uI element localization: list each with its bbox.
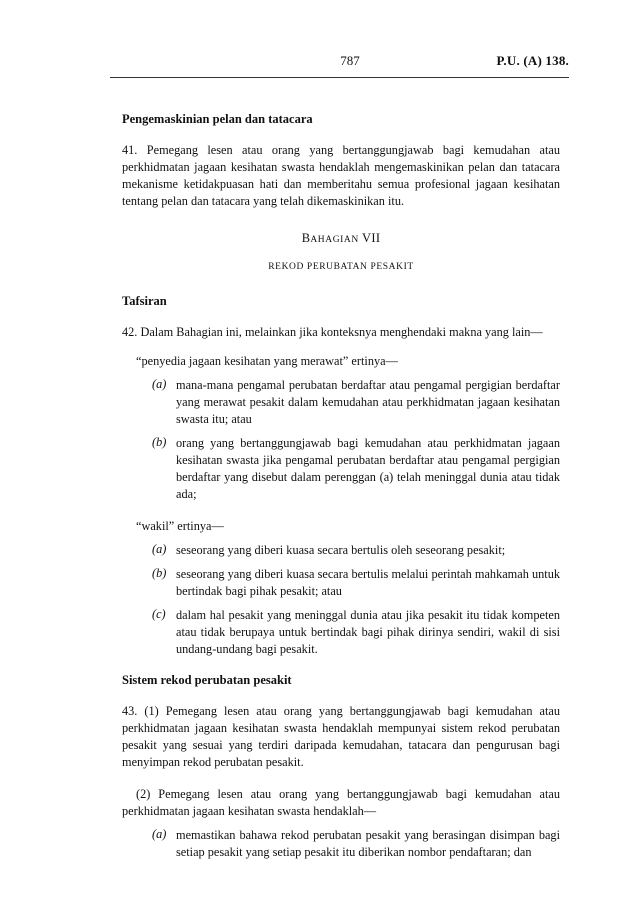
section-43-subsection-2: (2) Pemegang lesen atau orang yang bertanggungjawab bagi kemudahan atau perkhidmatan jagaan kesihatan swasta hendaklah— bbox=[122, 787, 560, 818]
item-text: seseorang yang diberi kuasa secara bertulis oleh seseorang pesakit; bbox=[176, 543, 506, 557]
item-text: orang yang bertanggungjawab bagi kemudahan atau perkhidmatan jagaan kesihatan swasta jika pengamal perubatan berdaftar atau pengamal pergigian berdaftar yang disebut dalam perenggan (a) telah meninggal dunia atau tidak ada; bbox=[176, 436, 560, 501]
item-text: seseorang yang diberi kuasa secara bertulis melalui perintah mahkamah untuk bertindak bagi pihak pesakit; atau bbox=[176, 567, 560, 598]
page-header bbox=[110, 53, 569, 78]
definition-item bbox=[152, 607, 560, 658]
part-heading-number: VII bbox=[358, 231, 381, 245]
item-text: memastikan bahawa rekod perubatan pesakit yang berasingan disimpan bagi setiap pesakit yang setiap pesakit itu diberikan nombor pendaftaran; dan bbox=[176, 828, 560, 859]
part-heading bbox=[122, 230, 560, 249]
part-title: REKOD PERUBATAN PESAKIT bbox=[268, 262, 414, 272]
definition-term-penyedia: “penyedia jagaan kesihatan yang merawat” ertinya— bbox=[136, 354, 398, 368]
item-label: (a) bbox=[152, 377, 167, 391]
document-body bbox=[122, 112, 560, 868]
definition-item bbox=[152, 566, 560, 600]
section-41-text: 41. Pemegang lesen atau orang yang bertanggungjawab bagi kemudahan atau perkhidmatan jagaan kesihatan swasta hendaklah mengemaskinikan pelan dan tatacara mekanisme ketidakpuasan hati dan memberitahu semua profesional jagaan kesihatan tentang pelan dan tatacara yang telah dikemaskinikan itu. bbox=[122, 143, 560, 208]
section-42-intro: 42. Dalam Bahagian ini, melainkan jika konteksnya menghendaki makna yang lain— bbox=[122, 325, 543, 339]
item-label: (c) bbox=[152, 607, 166, 621]
section-41-heading: Pengemaskinian pelan dan tatacara bbox=[122, 112, 313, 126]
definition-item bbox=[152, 377, 560, 428]
part-heading-rest: AHAGIAN bbox=[310, 235, 359, 245]
definition-item bbox=[152, 542, 560, 559]
section-43-subsection-1: 43. (1) Pemegang lesen atau orang yang bertanggungjawab bagi kemudahan atau perkhidmatan jagaan kesihatan swasta hendaklah mempunyai sistem rekod perubatan pesakit yang sesuai yang terdiri daripada kemudahan, tatacara dan pengurusan bagi menyimpan rekod perubatan pesakit. bbox=[122, 704, 560, 769]
item-label: (a) bbox=[152, 827, 167, 841]
definition-item bbox=[152, 435, 560, 503]
section-43-heading: Sistem rekod perubatan pesakit bbox=[122, 673, 292, 687]
page-number: 787 bbox=[340, 53, 360, 68]
section-42-heading: Tafsiran bbox=[122, 294, 167, 308]
definition-term-wakil: “wakil” ertinya— bbox=[136, 519, 224, 533]
part-heading-initial: B bbox=[301, 231, 311, 245]
subsection-item bbox=[152, 827, 560, 861]
item-text: dalam hal pesakit yang meninggal dunia atau jika pesakit itu tidak kompeten atau tidak berupaya untuk bertindak bagi pihak dirinya sendiri, wakil di sisi undang-undang bagi pesakit. bbox=[176, 608, 560, 656]
item-label: (a) bbox=[152, 542, 167, 556]
item-label: (b) bbox=[152, 435, 167, 449]
gazette-reference: P.U. (A) 138. bbox=[496, 53, 569, 68]
item-label: (b) bbox=[152, 566, 167, 580]
item-text: mana-mana pengamal perubatan berdaftar atau pengamal pergigian berdaftar yang merawat pesakit dalam kemudahan atau perkhidmatan jagaan kesihatan swasta itu; atau bbox=[176, 378, 560, 426]
